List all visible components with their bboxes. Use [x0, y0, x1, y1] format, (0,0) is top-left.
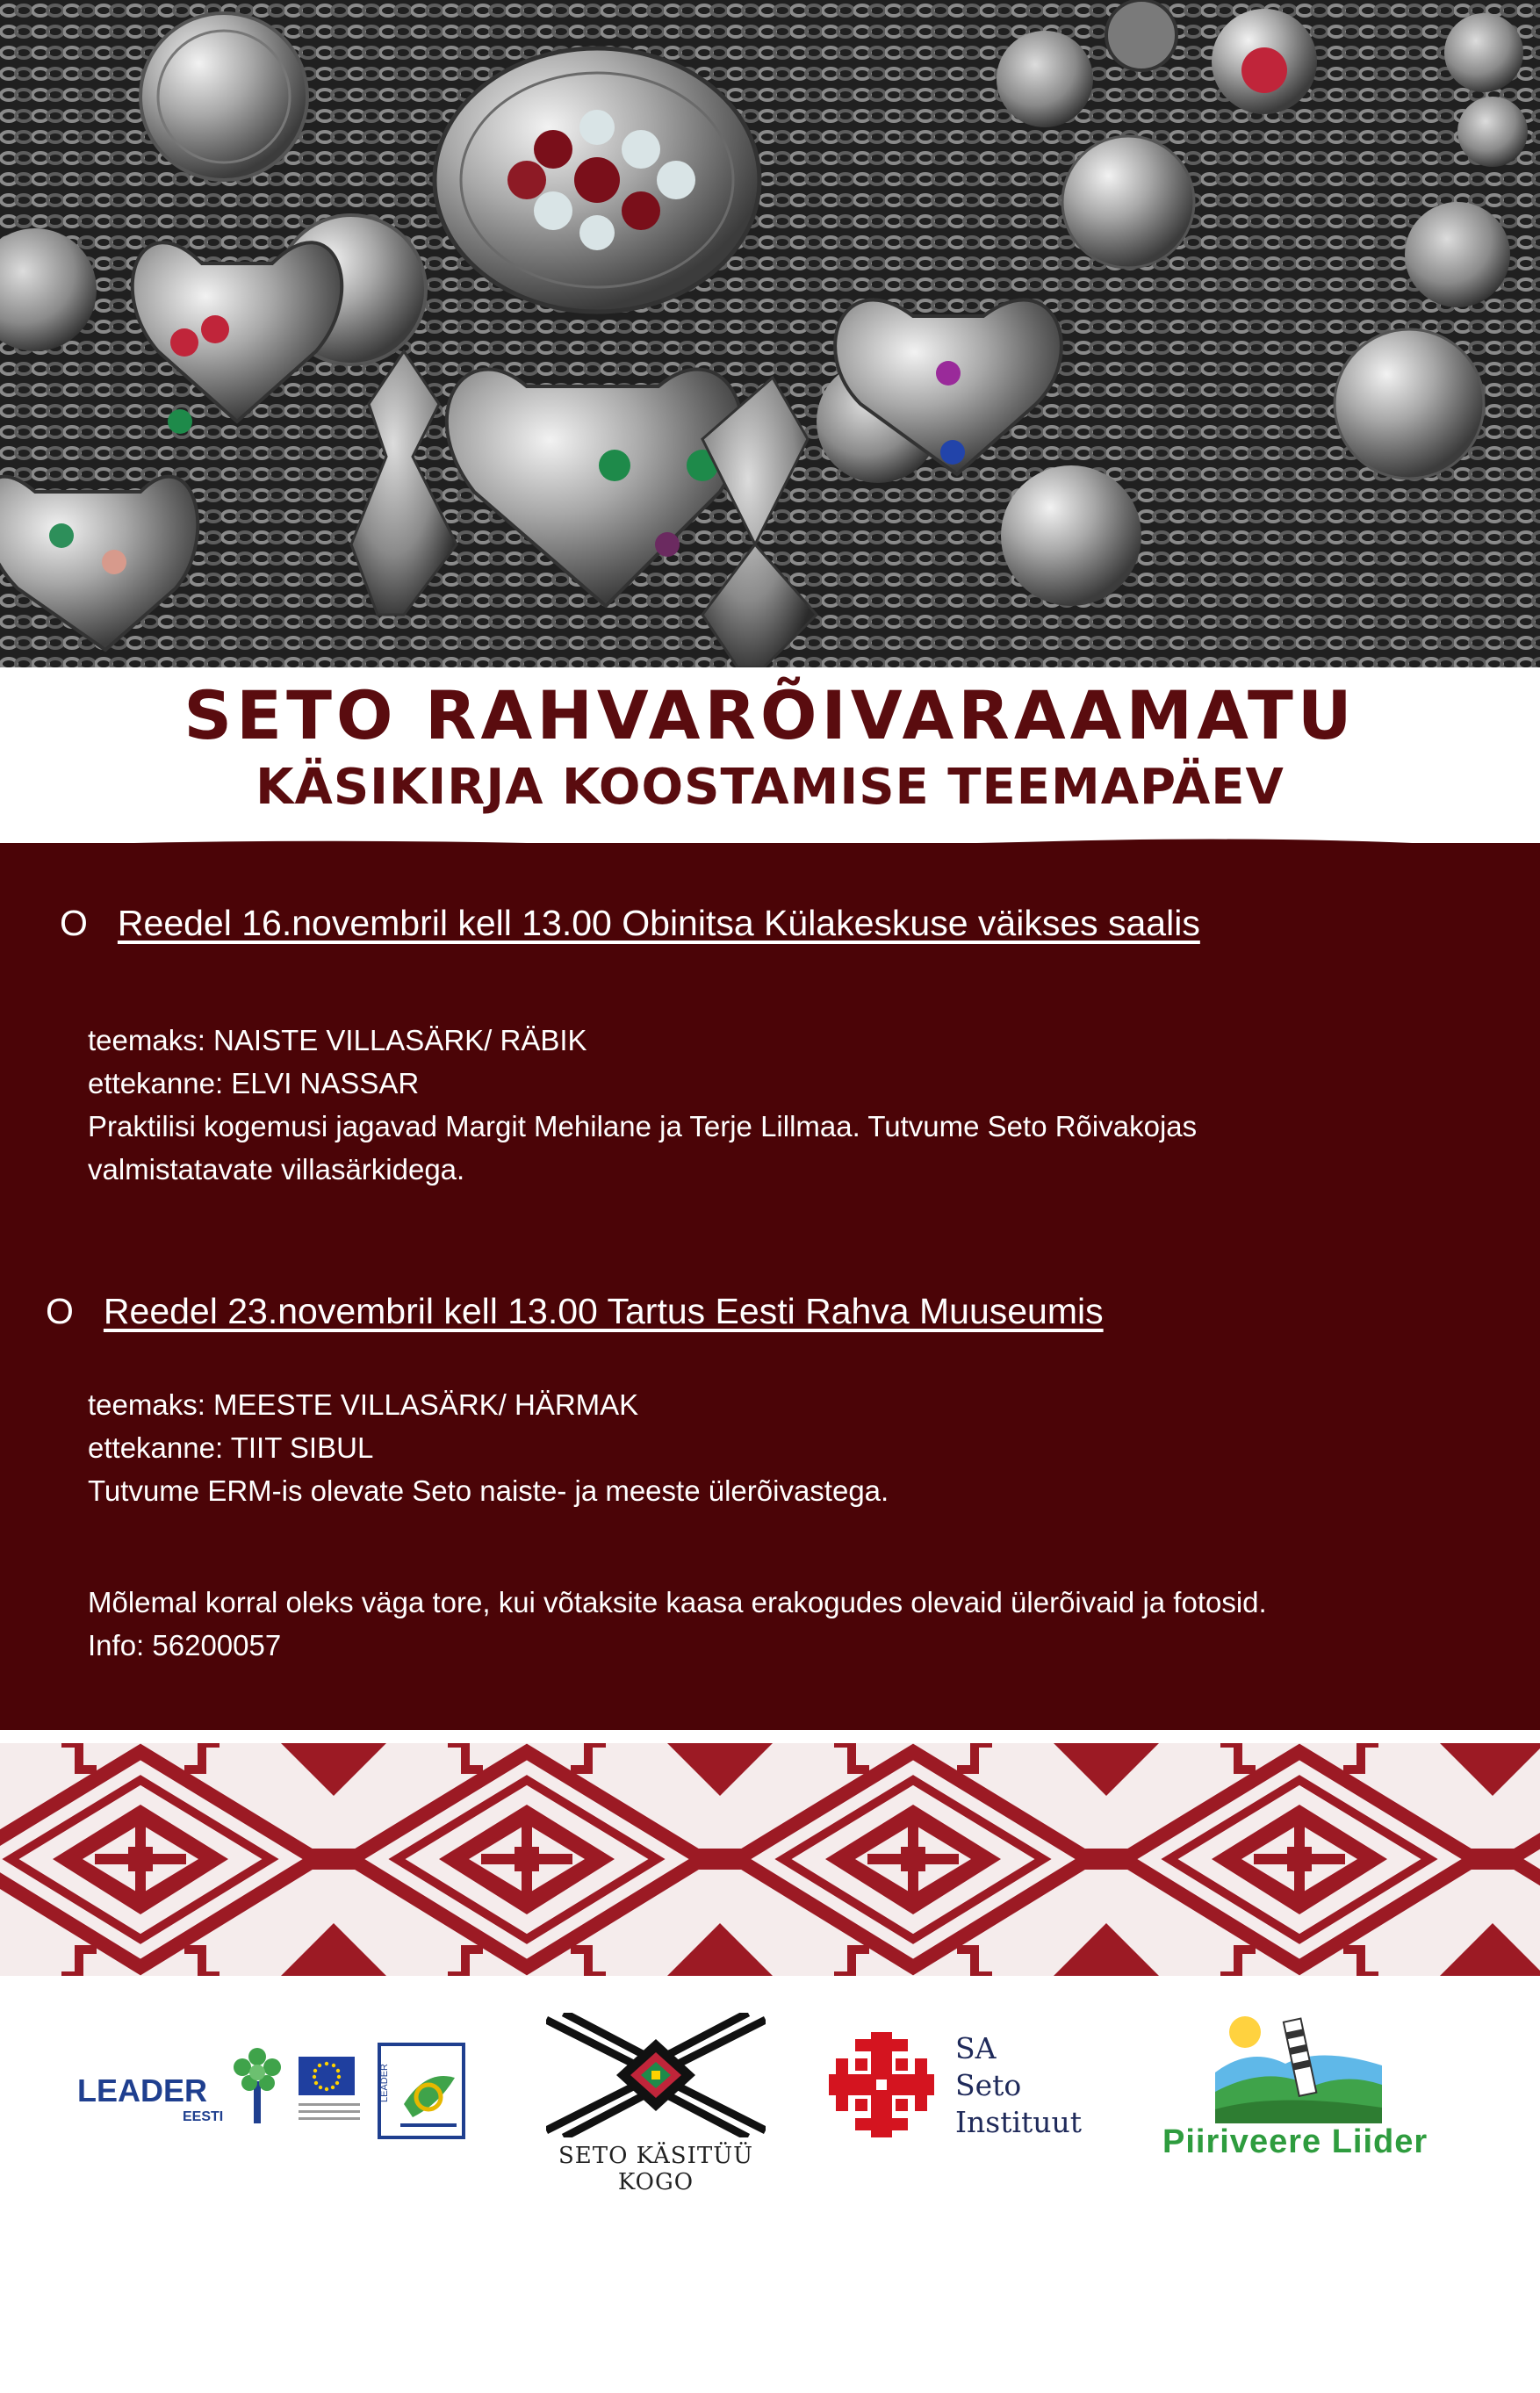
event-1-speaker: ettekanne: ELVI NASSAR	[88, 1067, 420, 1099]
seto-instituut-text	[955, 2030, 1082, 2141]
header-photo-silver-jewelry	[0, 0, 1540, 667]
institute-line-instituut: Instituut	[955, 2105, 1083, 2139]
event-2-description: Tutvume ERM-is olevate Seto naiste- ja meeste ülerõivastega.	[88, 1474, 889, 1507]
seto-pattern-ornament	[0, 1743, 1540, 1976]
leader-logo-subtext: EESTI	[183, 2109, 224, 2124]
event-1-details	[88, 1019, 1457, 1191]
institute-line-seto: Seto	[955, 2068, 1022, 2102]
event-2-details	[88, 1383, 1457, 1512]
event-2-bullet: O	[46, 1291, 74, 1331]
event-1-description: Praktilisi kogemusi jagavad Margit Mehilane ja Terje Lillmaa. Tutvume Seto Rõivakojas	[88, 1110, 1198, 1142]
event-1-bullet: O	[60, 903, 88, 943]
sponsor-logos	[0, 1976, 1540, 2195]
event-2-speaker: ettekanne: TIIT SIBUL	[88, 1431, 374, 1464]
tree-icon	[227, 2037, 288, 2125]
event-1-heading-text: Reedel 16.novembril kell 13.00 Obinitsa Külakeskuse väikses saalis	[117, 903, 1200, 943]
footer-note	[88, 1581, 1457, 1667]
event-2-heading	[46, 1291, 1104, 1332]
seto-kasituu-kogo-text: SETO KÄSITÜÜ KOGO	[558, 2143, 754, 2195]
event-1-topic: teemaks: NAISTE VILLASÄRK/ RÄBIK	[88, 1024, 587, 1056]
piiriveere-landscape-icon	[1215, 2011, 1382, 2123]
piiriveere-liider-text: Piiriveere Liider	[1162, 2123, 1428, 2160]
leader-logo-text: LEADER	[77, 2072, 208, 2108]
info-phone: Info: 56200057	[88, 1629, 282, 1661]
page-title: SETO RAHVARÕIVARAAMATU	[184, 676, 1356, 754]
event-2-heading-text: Reedel 23.novembril kell 13.00 Tartus Eesti Rahva Muuseumis	[103, 1291, 1104, 1331]
page-subtitle: KÄSIKIRJA KOOSTAMISE TEEMAPÄEV	[255, 759, 1285, 816]
event-1-description-cont: valmistatavate villasärkidega.	[88, 1153, 465, 1186]
leader-badge-text: LEADER	[379, 2064, 390, 2103]
institute-line-sa: SA	[955, 2031, 997, 2065]
title-block	[0, 676, 1540, 818]
event-2-topic: teemaks: MEESTE VILLASÄRK/ HÄRMAK	[88, 1388, 639, 1421]
event-1-heading	[60, 903, 1200, 944]
seto-cross-icon	[829, 2032, 934, 2137]
seto-kasituu-kogo-emblem-icon	[546, 2013, 766, 2137]
leader-badge-icon	[378, 2043, 465, 2139]
eu-flag-icon	[299, 2057, 355, 2095]
jewelry-illustration	[0, 0, 1540, 667]
eu-fund-caption	[299, 2099, 360, 2129]
footer-note-text: Mõlemal korral oleks väga tore, kui võtaksite kaasa erakogudes olevaid ülerõivaid ja fotosid.	[88, 1586, 1267, 1618]
